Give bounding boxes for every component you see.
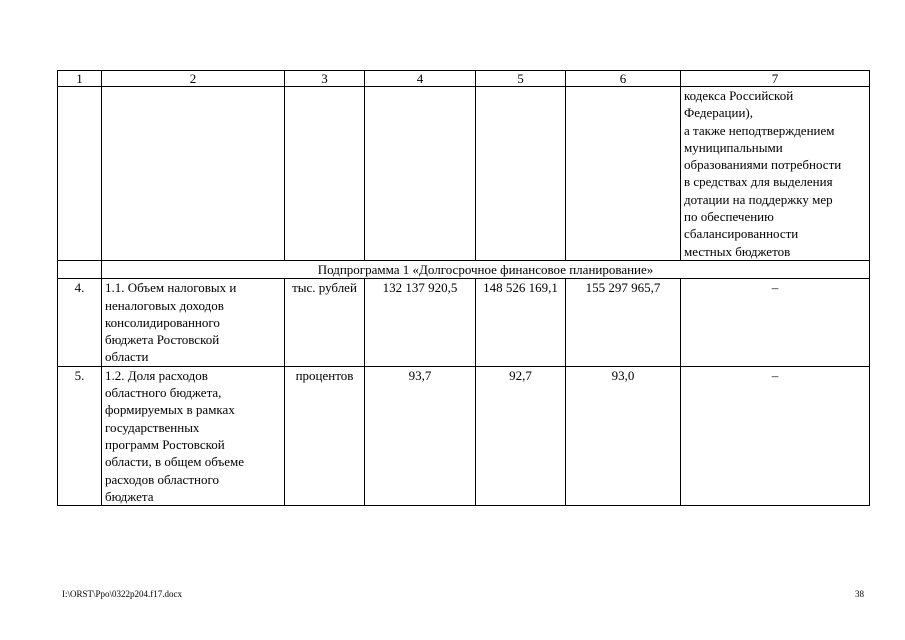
- header-cell: 3: [285, 71, 365, 87]
- header-cell: 2: [102, 71, 285, 87]
- value-cell: 148 526 169,1: [476, 279, 566, 366]
- table-row-continuation: [58, 87, 870, 261]
- table-header-row: [58, 71, 870, 87]
- row-number: 4.: [58, 279, 102, 366]
- header-cell: 7: [681, 71, 870, 87]
- header-cell: 5: [476, 71, 566, 87]
- footer-file-path: I:\ORST\Ppo\0322p204.f17.docx: [62, 589, 183, 599]
- table-cell: [102, 87, 285, 261]
- table-cell: [58, 260, 102, 278]
- value-cell: 93,7: [365, 366, 476, 505]
- value-cell: 132 137 920,5: [365, 279, 476, 366]
- indicator-name: 1.2. Доля расходов областного бюджета, формируемых в рамках государственных программ Ростовской области, в общем объеме расходов областного бюджета: [102, 366, 285, 505]
- value-cell: 155 297 965,7: [566, 279, 681, 366]
- subprogram-row: [58, 260, 870, 278]
- note-cell: кодекса Российской Федерации), а также неподтверждением муниципальными образованиями потребности в средствах для выделения дотации на поддержку мер по обеспечению сбалансированности местных бюджетов: [681, 87, 870, 261]
- value-cell: 92,7: [476, 366, 566, 505]
- indicator-name: 1.1. Объем налоговых и неналоговых доходов консолидированного бюджета Ростовской области: [102, 279, 285, 366]
- table-cell: [476, 87, 566, 261]
- table-cell: [285, 87, 365, 261]
- table-cell: [58, 87, 102, 261]
- header-cell: 4: [365, 71, 476, 87]
- table-cell: [365, 87, 476, 261]
- table-cell: [566, 87, 681, 261]
- value-cell: 93,0: [566, 366, 681, 505]
- table-row: [58, 279, 870, 366]
- table-row: [58, 366, 870, 505]
- unit-cell: процентов: [285, 366, 365, 505]
- note-cell: –: [681, 366, 870, 505]
- page-number: 38: [855, 589, 864, 599]
- subprogram-title: Подпрограмма 1 «Долгосрочное финансовое планирование»: [102, 260, 870, 278]
- header-cell: 1: [58, 71, 102, 87]
- row-number: 5.: [58, 366, 102, 505]
- unit-cell: тыс. рублей: [285, 279, 365, 366]
- indicators-table: [57, 70, 870, 506]
- header-cell: 6: [566, 71, 681, 87]
- note-cell: –: [681, 279, 870, 366]
